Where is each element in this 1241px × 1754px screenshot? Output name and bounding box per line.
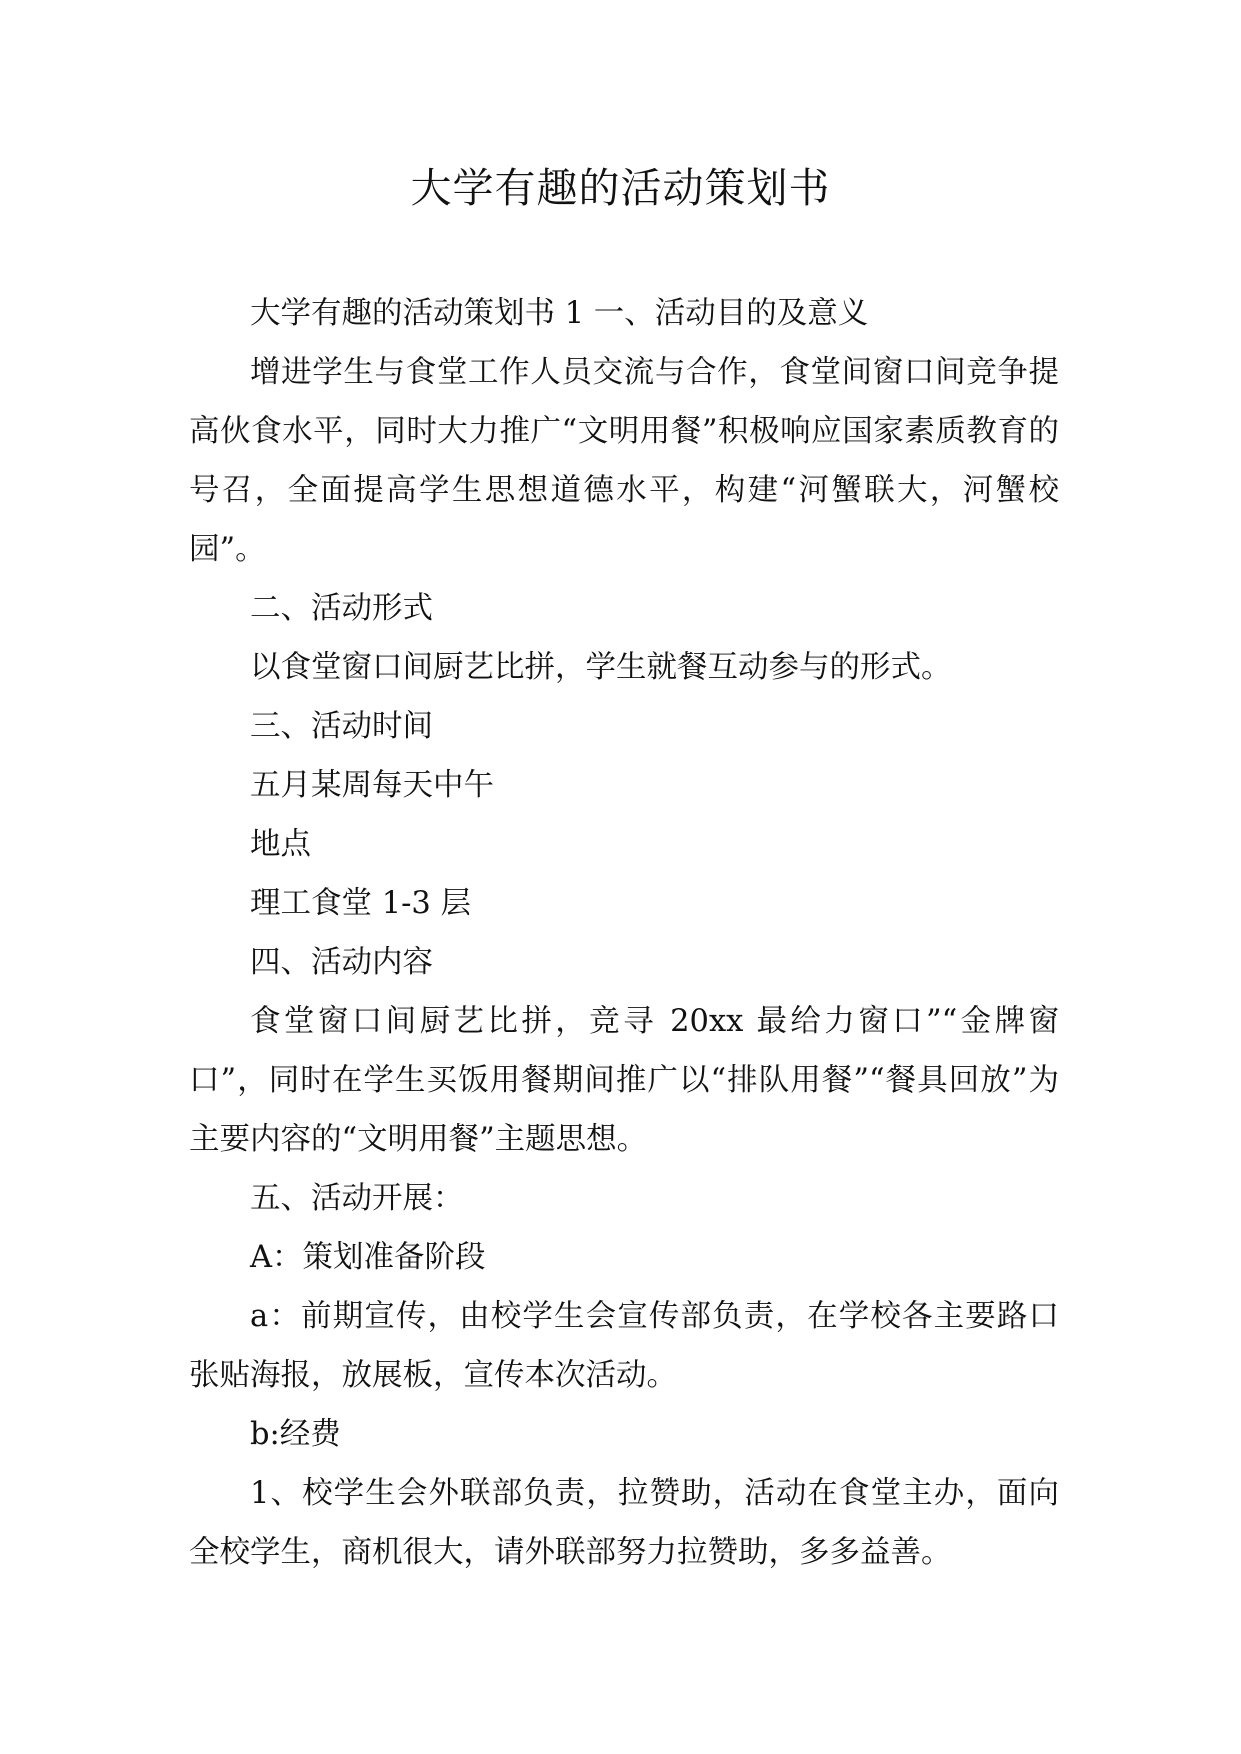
paragraph-intro-heading: 大学有趣的活动策划书 1 一、活动目的及意义 (250, 296, 869, 331)
paragraph-promotion: a：前期宣传，由校学生会宣传部负责，在学校各主要路口张贴海报，放展板，宣传本次活动。 (189, 1299, 1059, 1393)
paragraph-content: 食堂窗口间厨艺比拼，竞寻 20xx 最给力窗口”“金牌窗口”，同时在学生买饭用餐期间推广以“排队用餐”“餐具回放”为主要内容的“文明用餐”主题思想。 (189, 1004, 1059, 1157)
document-title: 大学有趣的活动策划书 (410, 164, 831, 212)
subheading-planning-stage: A：策划准备阶段 (250, 1240, 486, 1275)
subheading-funding: b:经费 (250, 1417, 341, 1452)
document-body (189, 284, 1059, 1582)
label-location: 地点 (250, 827, 311, 862)
paragraph-sponsorship: 1、校学生会外联部负责，拉赞助，活动在食堂主办，面向全校学生，商机很大，请外联部努力拉赞助，多多益善。 (189, 1476, 1059, 1570)
section-heading-content: 四、活动内容 (250, 945, 433, 980)
paragraph-location: 理工食堂 1-3 层 (250, 886, 472, 921)
section-heading-time: 三、活动时间 (250, 709, 433, 744)
paragraph-form: 以食堂窗口间厨艺比拼，学生就餐互动参与的形式。 (250, 650, 952, 685)
section-heading-form: 二、活动形式 (250, 591, 433, 626)
section-heading-execution: 五、活动开展： (250, 1181, 464, 1216)
paragraph-purpose: 增进学生与食堂工作人员交流与合作，食堂间窗口间竞争提高伙食水平，同时大力推广“文明用餐”积极响应国家素质教育的号召，全面提高学生思想道德水平，构建“河蟹联大，河蟹校园”。 (189, 355, 1059, 567)
paragraph-time: 五月某周每天中午 (250, 768, 494, 803)
